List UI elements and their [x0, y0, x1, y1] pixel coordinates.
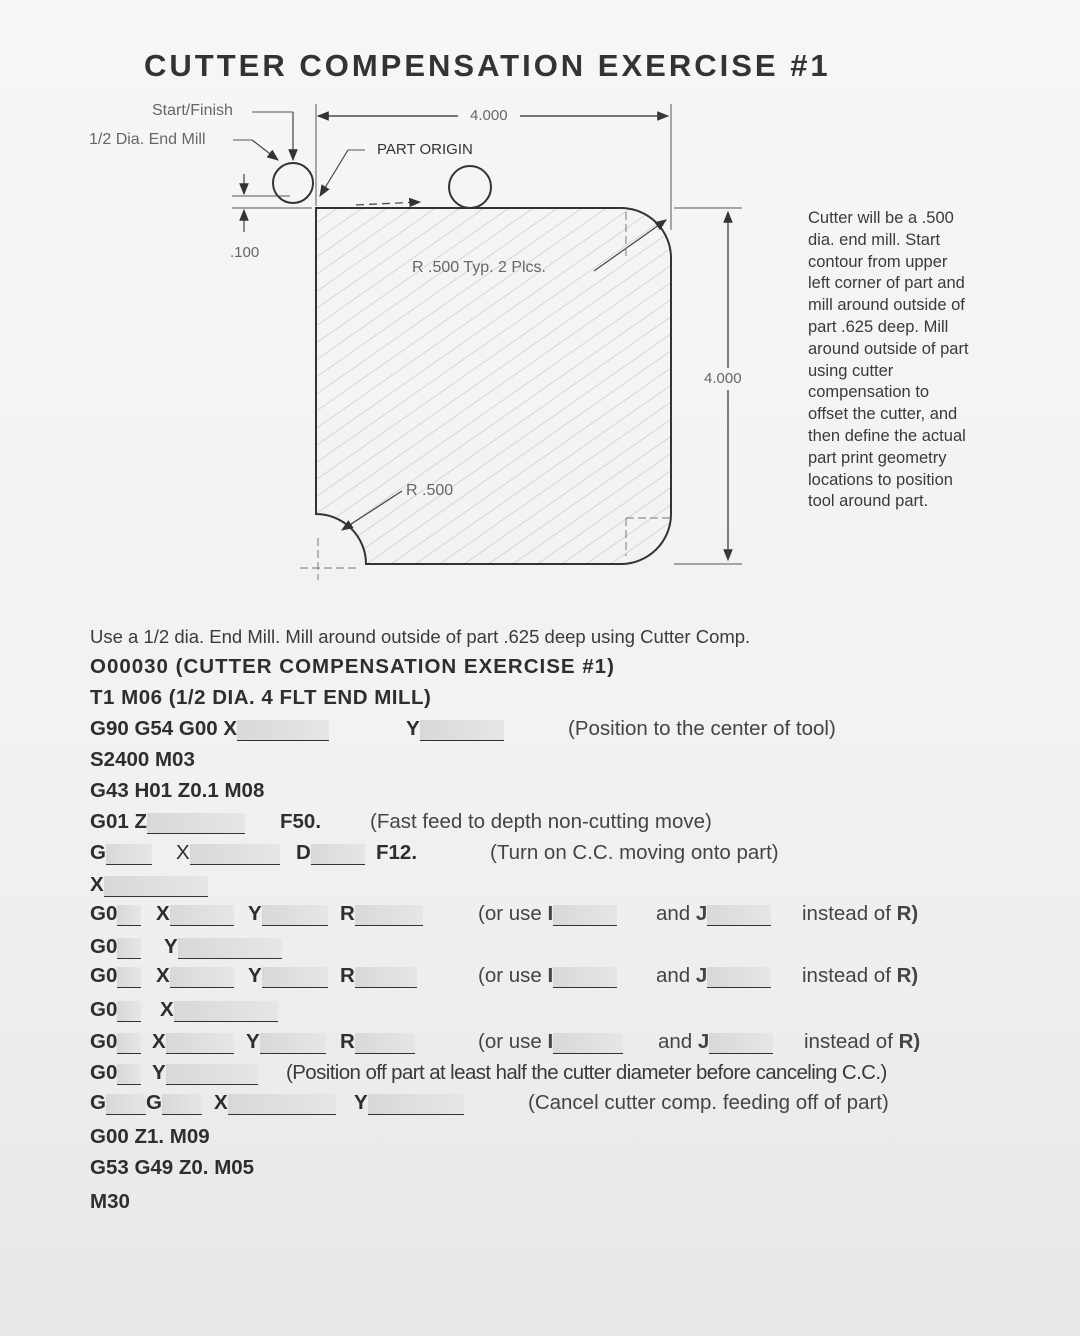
- d-blank[interactable]: [311, 844, 365, 865]
- r-blank[interactable]: [355, 967, 417, 988]
- g-blank[interactable]: [117, 967, 141, 988]
- program-line-17: G53 G49 Z0. M05: [90, 1156, 255, 1179]
- z-blank[interactable]: [147, 813, 245, 834]
- cutter-description: Cutter will be a .500 dia. end mill. Start contour from upper left corner of part and mill around outside of part .625 deep. Mill around outside of part using cutter compensation to offset the cutter, and then define the actual part print geometry locations to position tool around part.: [808, 209, 969, 511]
- program-line-5: G43 H01 Z0.1 M08: [90, 779, 265, 802]
- program-line-14: G0 Y (Position off part at least half the cutter diameter before canceling C.C.): [90, 1061, 887, 1084]
- page-title: CUTTER COMPENSATION EXERCISE #1: [144, 48, 831, 83]
- tool-position-circle: [449, 166, 491, 208]
- x-blank[interactable]: [228, 1094, 336, 1115]
- comment-position-off: (Position off part at least half the cutter diameter before canceling C.C.): [286, 1061, 887, 1084]
- i-blank[interactable]: [553, 967, 617, 988]
- y-blank[interactable]: [166, 1064, 258, 1085]
- y-blank[interactable]: [262, 967, 328, 988]
- g-blank[interactable]: [117, 905, 141, 926]
- radius-lower-label: R .500: [406, 482, 454, 499]
- program-line-9: G0 X Y R (or use I and J instead of R): [90, 902, 919, 925]
- width-dimension: 4.000: [470, 107, 508, 124]
- comment-turn-on-cc: (Turn on C.C. moving onto part): [490, 841, 779, 864]
- radius-note: R .500 Typ. 2 Plcs.: [412, 259, 546, 276]
- y-blank[interactable]: [178, 938, 282, 959]
- program-line-15: G G X Y (Cancel cutter comp. feeding off of part): [90, 1091, 889, 1114]
- program-line-6: G01 Z F50. (Fast feed to depth non-cutting move): [90, 810, 712, 833]
- instructions-text: Use a 1/2 dia. End Mill. Mill around outside of part .625 deep using Cutter Comp.: [90, 626, 751, 647]
- i-blank[interactable]: [553, 905, 617, 926]
- y-blank[interactable]: [262, 905, 328, 926]
- r-blank[interactable]: [355, 905, 423, 926]
- program-line-3: G90 G54 G00 X Y (Position to the center of tool): [90, 717, 836, 740]
- program-line-12: G0 X: [90, 998, 490, 1024]
- program-line-16: G00 Z1. M09: [90, 1125, 210, 1148]
- j-blank[interactable]: [707, 905, 771, 926]
- program-line-11: G0 X Y R (or use I and J instead of R): [90, 964, 919, 987]
- j-blank[interactable]: [707, 967, 771, 988]
- comment-cancel: (Cancel cutter comp. feeding off of part): [528, 1091, 889, 1114]
- x-blank[interactable]: [104, 876, 208, 897]
- comment-fast-feed: (Fast feed to depth non-cutting move): [370, 810, 712, 833]
- program-line-4: S2400 M03: [90, 748, 195, 771]
- x-blank[interactable]: [237, 720, 329, 741]
- y-blank[interactable]: [420, 720, 504, 741]
- y-blank[interactable]: [260, 1033, 326, 1054]
- g-blank[interactable]: [106, 1094, 146, 1115]
- tool-label: 1/2 Dia. End Mill: [89, 131, 206, 148]
- g-blank[interactable]: [106, 844, 152, 865]
- comment-position: (Position to the center of tool): [568, 717, 836, 740]
- part-origin-label: PART ORIGIN: [377, 141, 473, 158]
- x-blank[interactable]: [170, 967, 234, 988]
- clearance-dimension: .100: [230, 244, 260, 261]
- start-finish-label: Start/Finish: [152, 102, 233, 119]
- g-blank[interactable]: [162, 1094, 202, 1115]
- y-blank[interactable]: [368, 1094, 464, 1115]
- tool-start-circle: [273, 163, 313, 203]
- x-blank[interactable]: [190, 844, 280, 865]
- x-blank[interactable]: [170, 905, 234, 926]
- x-blank[interactable]: [166, 1033, 234, 1054]
- height-dimension: 4.000: [704, 370, 742, 387]
- program-line-7: G X D F12. (Turn on C.C. moving onto part): [90, 841, 779, 864]
- program-line-10: G0 Y: [90, 935, 490, 961]
- j-blank[interactable]: [709, 1033, 773, 1054]
- program-line-1: O00030 (CUTTER COMPENSATION EXERCISE #1): [90, 655, 615, 678]
- g-blank[interactable]: [117, 1064, 141, 1085]
- g-blank[interactable]: [117, 1001, 141, 1022]
- g-blank[interactable]: [117, 938, 141, 959]
- program-line-2: T1 M06 (1/2 DIA. 4 FLT END MILL): [90, 686, 432, 709]
- x-blank[interactable]: [174, 1001, 278, 1022]
- g-blank[interactable]: [117, 1033, 141, 1054]
- program-line-18: M30: [90, 1190, 130, 1213]
- program-line-8: X: [90, 873, 208, 897]
- i-blank[interactable]: [553, 1033, 623, 1054]
- r-blank[interactable]: [355, 1033, 415, 1054]
- program-line-13: G0 X Y R (or use I and J instead of R): [90, 1030, 921, 1053]
